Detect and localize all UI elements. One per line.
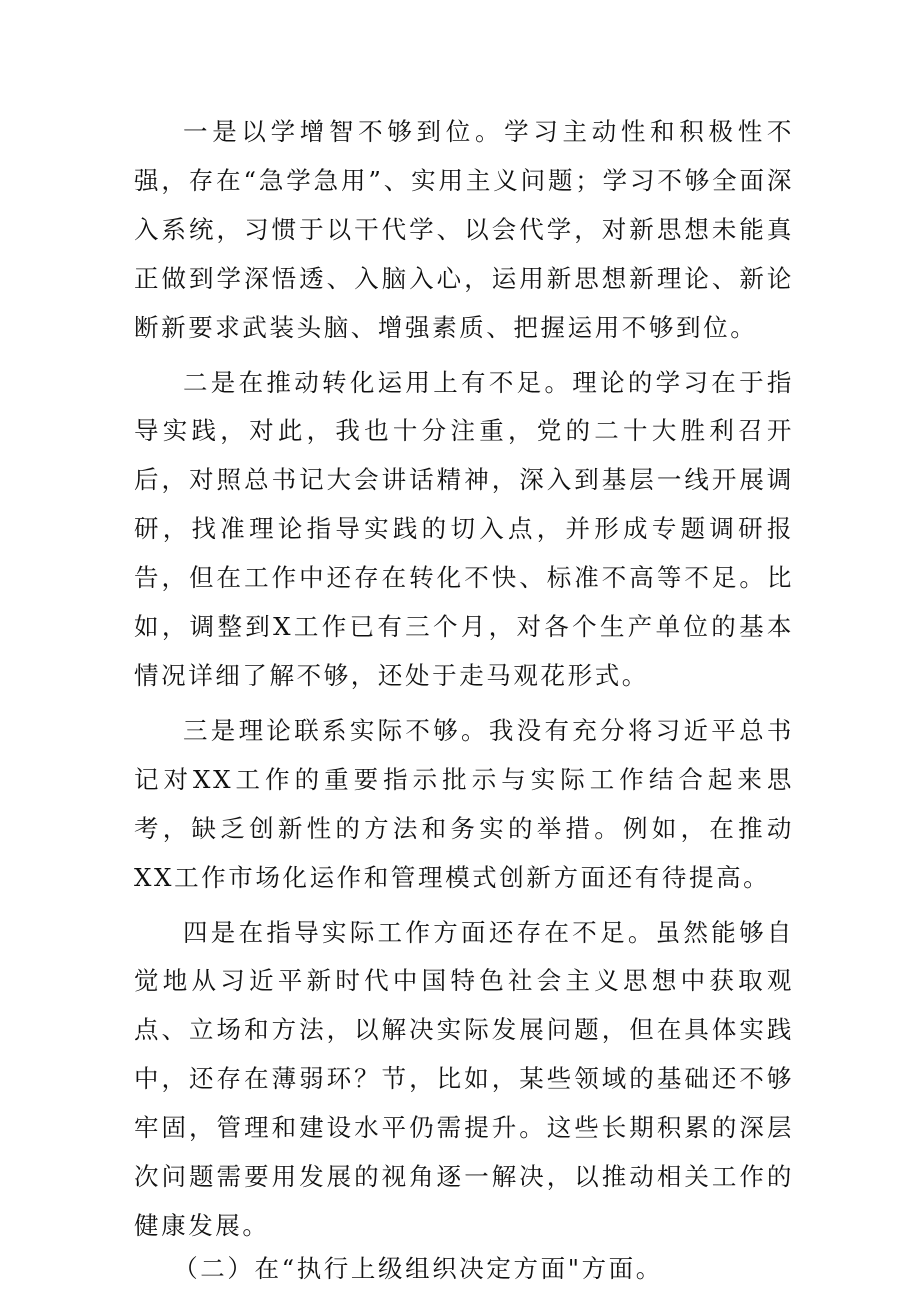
paragraph-2: 二是在推动转化运用上有不足。理论的学习在于指导实践，对此，我也十分注重，党的二十大胜利召开后，对照总书记大会讲话精神，深入到基层一线开展调研，找准理论指导实践的切入点，并形成专题调研报告，但在工作中还存在转化不快、标准不高等不足。比如，调整到X工作已有三个月，对各个生产单位的基本情况详细了解不够，还处于走马观花形式。 xyxy=(134,367,794,690)
document-body xyxy=(134,108,794,1294)
paragraph-4: 四是在指导实际工作方面还存在不足。虽然能够自觉地从习近平新时代中国特色社会主义思想中获取观点、立场和方法，以解决实际发展问题，但在具体实践中，还存在薄弱环？节，比如，某些领域的基础还不够牢固，管理和建设水平仍需提升。这些长期积累的深层次问题需要用发展的视角逐一解决，以推动相关工作的健康发展。 xyxy=(134,917,794,1240)
paragraph-3: 三是理论联系实际不够。我没有充分将习近平总书记对XX工作的重要指示批示与实际工作结合起来思考，缺乏创新性的方法和务实的举措。例如，在推动XX工作市场化运作和管理模式创新方面还有待提高。 xyxy=(134,715,794,892)
paragraph-1: 一是以学增智不够到位。学习主动性和积极性不强，存在“急学急用”、实用主义问题；学习不够全面深入系统，习惯于以干代学、以会代学，对新思想未能真正做到学深悟透、入脑入心，运用新思想新理论、新论断新要求武装头脑、增强素质、把握运用不够到位。 xyxy=(134,117,794,342)
section-heading: （二）在“执行上级组织决定方面"方面。 xyxy=(173,1253,663,1283)
